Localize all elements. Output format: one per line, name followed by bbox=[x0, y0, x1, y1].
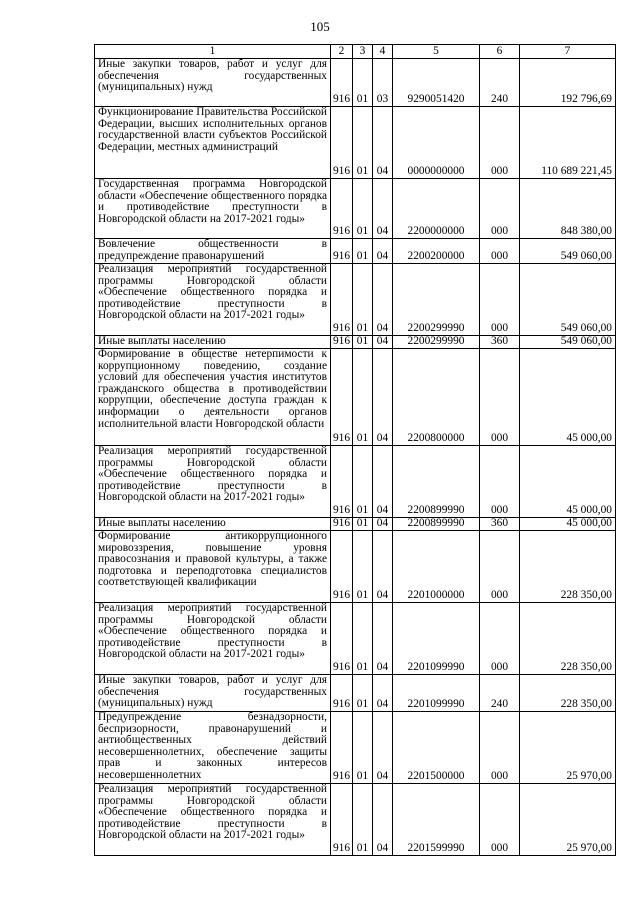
table-row bbox=[95, 603, 616, 675]
row-section: 01 bbox=[353, 531, 373, 603]
row-expense-type: 000 bbox=[480, 446, 520, 518]
row-target-code: 2201099990 bbox=[393, 675, 480, 712]
row-section: 01 bbox=[353, 336, 373, 349]
row-target-code: 2200299990 bbox=[393, 264, 480, 336]
table-row bbox=[95, 712, 616, 784]
row-name: Реализация мероприятий государственной программы Новгородской области «Обеспечение общественного порядка и противодействие преступности в Новгородской области на 2017-2021 годы» bbox=[95, 784, 331, 856]
row-grbs: 916 bbox=[331, 675, 353, 712]
row-target-code: 2200899990 bbox=[393, 446, 480, 518]
row-name: Вовлечение общественности в предупреждение правонарушений bbox=[95, 239, 331, 264]
row-target-code: 2201099990 bbox=[393, 603, 480, 675]
row-name: Иные закупки товаров, работ и услуг для обеспечения государственных (муниципальных) нужд bbox=[95, 59, 331, 107]
row-section: 01 bbox=[353, 712, 373, 784]
row-subsection: 03 bbox=[373, 59, 393, 107]
row-expense-type: 000 bbox=[480, 603, 520, 675]
row-target-code: 0000000000 bbox=[393, 107, 480, 179]
row-amount: 45 000,00 bbox=[520, 349, 616, 446]
row-expense-type: 000 bbox=[480, 784, 520, 856]
row-section: 01 bbox=[353, 264, 373, 336]
row-name: Формирование антикоррупционного мировоззрения, повышение уровня правосознания и правовой культуры, а также подготовка и переподготовка специалистов соответствующей квалификации bbox=[95, 531, 331, 603]
header-col-7: 7 bbox=[520, 45, 616, 59]
row-expense-type: 000 bbox=[480, 239, 520, 264]
row-amount: 549 060,00 bbox=[520, 264, 616, 336]
page-number: 105 bbox=[310, 19, 330, 34]
row-grbs: 916 bbox=[331, 239, 353, 264]
row-name: Иные закупки товаров, работ и услуг для обеспечения государственных (муниципальных) нужд bbox=[95, 675, 331, 712]
row-section: 01 bbox=[353, 349, 373, 446]
row-section: 01 bbox=[353, 784, 373, 856]
row-amount: 228 350,00 bbox=[520, 603, 616, 675]
row-amount: 110 689 221,45 bbox=[520, 107, 616, 179]
header-col-6: 6 bbox=[480, 45, 520, 59]
row-subsection: 04 bbox=[373, 518, 393, 531]
row-target-code: 2201500000 bbox=[393, 712, 480, 784]
header-col-3: 3 bbox=[353, 45, 373, 59]
row-grbs: 916 bbox=[331, 107, 353, 179]
row-expense-type: 000 bbox=[480, 264, 520, 336]
row-section: 01 bbox=[353, 179, 373, 239]
row-subsection: 04 bbox=[373, 349, 393, 446]
row-section: 01 bbox=[353, 518, 373, 531]
row-name: Иные выплаты населению bbox=[95, 518, 331, 531]
row-target-code: 2200800000 bbox=[393, 349, 480, 446]
table-row bbox=[95, 264, 616, 336]
row-grbs: 916 bbox=[331, 446, 353, 518]
row-grbs: 916 bbox=[331, 603, 353, 675]
row-name: Реализация мероприятий государственной программы Новгородской области «Обеспечение общественного порядка и противодействие преступности в Новгородской области на 2017-2021 годы» bbox=[95, 264, 331, 336]
table-row bbox=[95, 784, 616, 856]
row-subsection: 04 bbox=[373, 107, 393, 179]
row-expense-type: 000 bbox=[480, 179, 520, 239]
row-grbs: 916 bbox=[331, 518, 353, 531]
row-amount: 228 350,00 bbox=[520, 675, 616, 712]
table-row bbox=[95, 107, 616, 179]
row-expense-type: 360 bbox=[480, 518, 520, 531]
row-grbs: 916 bbox=[331, 264, 353, 336]
row-subsection: 04 bbox=[373, 712, 393, 784]
row-amount: 192 796,69 bbox=[520, 59, 616, 107]
row-grbs: 916 bbox=[331, 531, 353, 603]
row-grbs: 916 bbox=[331, 179, 353, 239]
row-expense-type: 240 bbox=[480, 675, 520, 712]
row-expense-type: 360 bbox=[480, 336, 520, 349]
row-target-code: 2200000000 bbox=[393, 179, 480, 239]
row-subsection: 04 bbox=[373, 179, 393, 239]
row-subsection: 04 bbox=[373, 264, 393, 336]
row-name: Государственная программа Новгородской области «Обеспечение общественного порядка и противодействие преступности в Новгородской области на 2017-2021 годы» bbox=[95, 179, 331, 239]
row-expense-type: 000 bbox=[480, 531, 520, 603]
row-name: Функционирование Правительства Российской Федерации, высших исполнительных органов государственной власти субъектов Российской Федерации, местных администраций bbox=[95, 107, 331, 179]
row-target-code: 2200299990 bbox=[393, 336, 480, 349]
header-col-5: 5 bbox=[393, 45, 480, 59]
row-section: 01 bbox=[353, 603, 373, 675]
row-grbs: 916 bbox=[331, 784, 353, 856]
row-name: Реализация мероприятий государственной программы Новгородской области «Обеспечение общественного порядка и противодействие преступности в Новгородской области на 2017-2021 годы» bbox=[95, 446, 331, 518]
row-section: 01 bbox=[353, 239, 373, 264]
row-expense-type: 000 bbox=[480, 712, 520, 784]
table-row bbox=[95, 179, 616, 239]
row-section: 01 bbox=[353, 675, 373, 712]
row-subsection: 04 bbox=[373, 336, 393, 349]
row-expense-type: 000 bbox=[480, 107, 520, 179]
row-target-code: 2201000000 bbox=[393, 531, 480, 603]
row-expense-type: 000 bbox=[480, 349, 520, 446]
row-section: 01 bbox=[353, 107, 373, 179]
row-name: Формирование в обществе нетерпимости к коррупционному поведению, создание условий для обеспечения участия институтов гражданского общества в противодействии коррупции, обеспечение доступа граждан к информации о деятельности органов исполнительной власти Новгородской области bbox=[95, 349, 331, 446]
budget-table bbox=[94, 44, 616, 856]
row-subsection: 04 bbox=[373, 675, 393, 712]
row-amount: 45 000,00 bbox=[520, 446, 616, 518]
row-subsection: 04 bbox=[373, 239, 393, 264]
row-target-code: 2201599990 bbox=[393, 784, 480, 856]
row-name: Реализация мероприятий государственной программы Новгородской области «Обеспечение общественного порядка и противодействие преступности в Новгородской области на 2017-2021 годы» bbox=[95, 603, 331, 675]
table-row bbox=[95, 446, 616, 518]
header-col-1: 1 bbox=[95, 45, 331, 59]
row-grbs: 916 bbox=[331, 349, 353, 446]
row-target-code: 2200200000 bbox=[393, 239, 480, 264]
header-row bbox=[95, 45, 616, 59]
row-section: 01 bbox=[353, 59, 373, 107]
row-amount: 25 970,00 bbox=[520, 712, 616, 784]
table-row bbox=[95, 518, 616, 531]
row-grbs: 916 bbox=[331, 712, 353, 784]
row-amount: 549 060,00 bbox=[520, 239, 616, 264]
row-name: Предупреждение безнадзорности, беспризорности, правонарушений и антиобщественных действий несовершеннолетних, обеспечение защиты прав и законных интересов несовершеннолетних bbox=[95, 712, 331, 784]
row-amount: 848 380,00 bbox=[520, 179, 616, 239]
row-target-code: 9290051420 bbox=[393, 59, 480, 107]
row-expense-type: 240 bbox=[480, 59, 520, 107]
table-row bbox=[95, 59, 616, 107]
row-subsection: 04 bbox=[373, 603, 393, 675]
table-header bbox=[95, 45, 616, 59]
row-amount: 549 060,00 bbox=[520, 336, 616, 349]
header-col-4: 4 bbox=[373, 45, 393, 59]
row-target-code: 2200899990 bbox=[393, 518, 480, 531]
table-row bbox=[95, 531, 616, 603]
table-row bbox=[95, 349, 616, 446]
row-amount: 25 970,00 bbox=[520, 784, 616, 856]
row-subsection: 04 bbox=[373, 531, 393, 603]
row-grbs: 916 bbox=[331, 59, 353, 107]
row-name: Иные выплаты населению bbox=[95, 336, 331, 349]
row-grbs: 916 bbox=[331, 336, 353, 349]
row-subsection: 04 bbox=[373, 446, 393, 518]
row-subsection: 04 bbox=[373, 784, 393, 856]
row-amount: 228 350,00 bbox=[520, 531, 616, 603]
row-amount: 45 000,00 bbox=[520, 518, 616, 531]
table-row bbox=[95, 675, 616, 712]
header-col-2: 2 bbox=[331, 45, 353, 59]
table-row bbox=[95, 336, 616, 349]
row-section: 01 bbox=[353, 446, 373, 518]
table-row bbox=[95, 239, 616, 264]
